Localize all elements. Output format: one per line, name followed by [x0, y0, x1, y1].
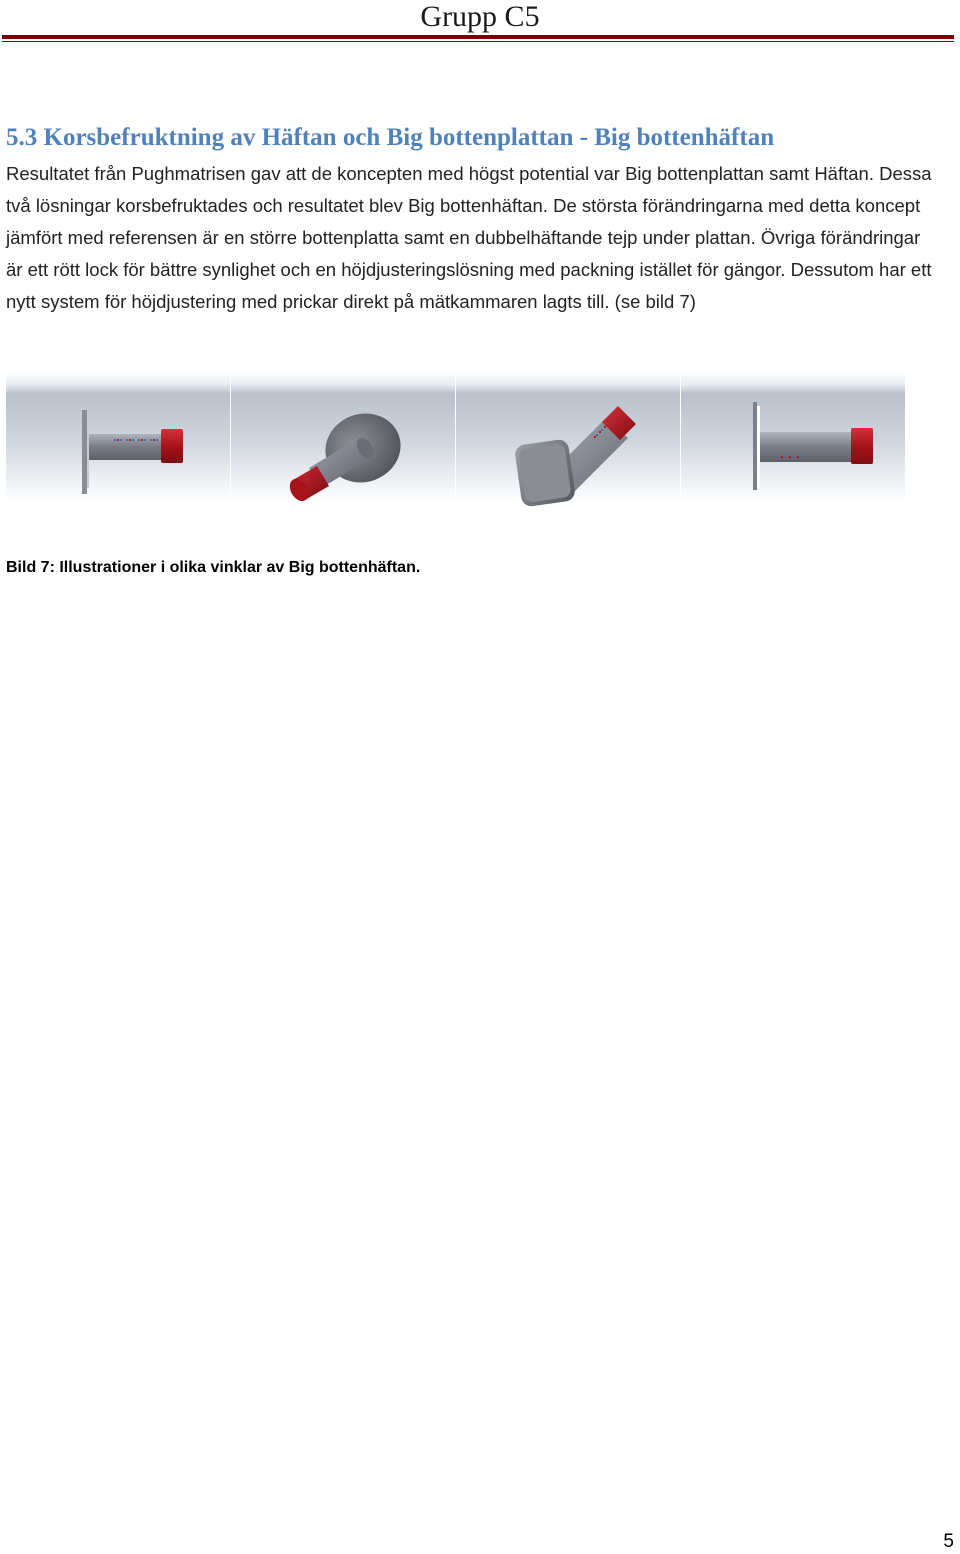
section-heading: 5.3 Korsbefruktning av Häftan och Big bottenplattan - Big bottenhäftan: [6, 124, 775, 151]
figure-caption: Bild 7: Illustrationer i olika vinklar av Big bottenhäftan.: [6, 559, 421, 576]
page-number: 5: [943, 1531, 954, 1552]
header-rule: [2, 35, 954, 39]
page-header-title: Grupp C5: [420, 0, 540, 33]
render-angled-view-square: [456, 372, 680, 532]
render-side-view-right: [681, 372, 905, 532]
body-paragraph: Resultatet från Pughmatrisen gav att de koncepten med högst potential var Big bottenplattan samt Häftan. Dessa två lösningar korsbefruktades och resultatet blev Big bottenhäftan. De största förändringarna med detta koncept jämfört med referensen är en större bottenplatta samt en dubbelhäftande tejp under plattan. Övriga förändringar är ett rött lock för bättre synlighet och en höjdjusteringslösning med packning istället för gängor. Dessutom har ett nytt system för höjdjustering med prickar direkt på mätkammaren lagts till. (se bild 7): [6, 163, 932, 312]
figure-big-bottenhaftan: [6, 372, 906, 532]
header-rule-thin: [2, 41, 954, 42]
render-side-view-left: [6, 372, 230, 532]
render-angled-view-round: [231, 372, 455, 532]
